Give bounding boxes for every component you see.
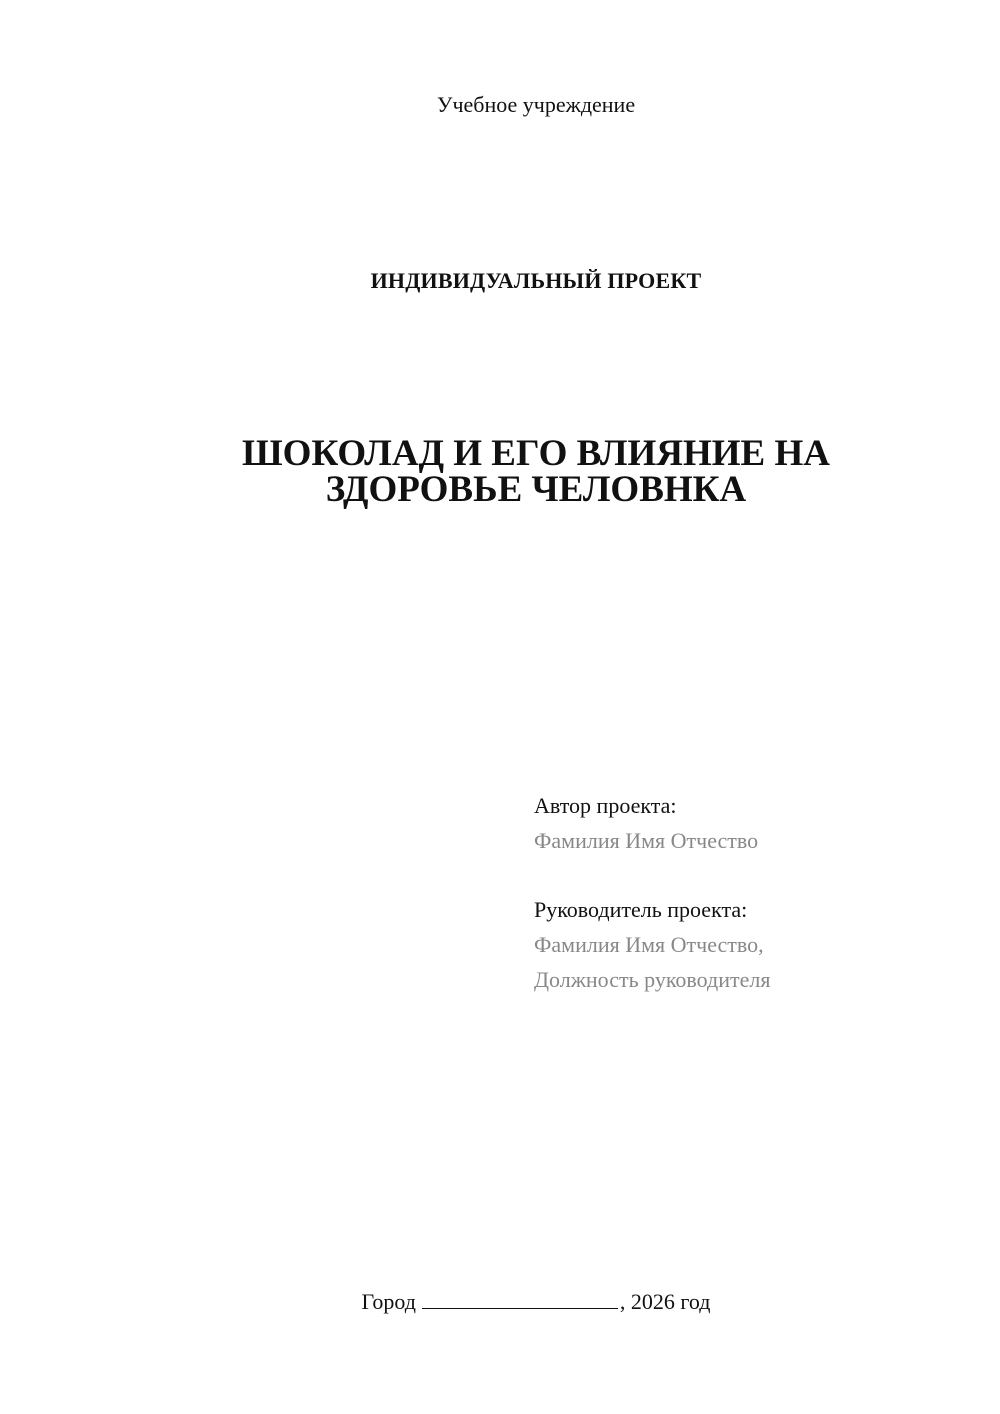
supervisor-label: Руководитель проекта: — [534, 897, 748, 922]
supervisor-position: Должность руководителя — [534, 967, 771, 992]
institution-name: Учебное учреждение — [436, 92, 636, 117]
project-title-line-1: ШОКОЛАД И ЕГО ВЛИЯНИЕ НА — [242, 433, 830, 474]
footer-city-year — [0, 1288, 1000, 1316]
supervisor-name: Фамилия Имя Отчество, — [534, 932, 764, 957]
year-text: , 2026 год — [619, 1289, 711, 1314]
project-info-block — [534, 788, 770, 997]
city-blank-line — [422, 1288, 618, 1309]
author-name: Фамилия Имя Отчество — [534, 828, 759, 853]
document-type: ИНДИВИДУАЛЬНЫЙ ПРОЕКТ — [370, 268, 702, 293]
info-spacer — [534, 858, 770, 892]
author-label: Автор проекта: — [534, 793, 677, 818]
city-label: Город — [361, 1289, 416, 1314]
project-title — [0, 433, 1000, 510]
project-title-line-2: ЗДОРОВЬЕ ЧЕЛОВНКА — [325, 469, 747, 510]
